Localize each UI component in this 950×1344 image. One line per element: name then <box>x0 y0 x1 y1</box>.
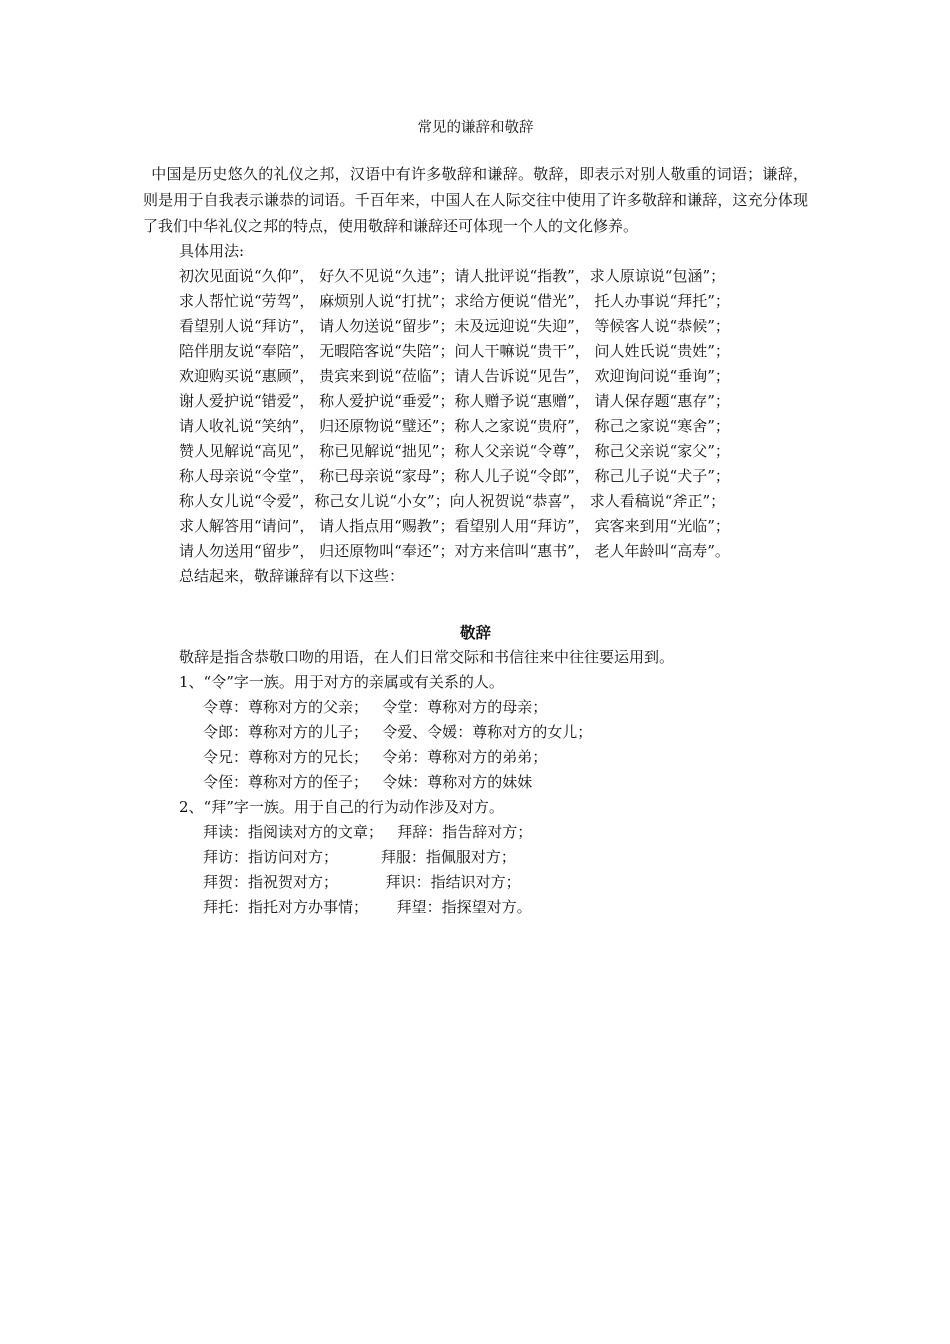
intro-paragraph <box>143 161 808 239</box>
usage-item: 陪伴朋友说“奉陪”， 无暇陪客说“失陪”；问人干嘛说“贵干”， 问人姓氏说“贵姓”； <box>179 342 730 360</box>
usage-item: 请人收礼说“笑纳”， 归还原物说“璧还”；称人之家说“贵府”， 称己之家说“寒舍”； <box>179 417 730 435</box>
group-line: 令兄：尊称对方的兄长； 令弟：尊称对方的弟弟； <box>203 748 548 766</box>
usage-item: 看望别人说“拜访”， 请人勿送说“留步”；未及远迎说“失迎”， 等候客人说“恭候”； <box>179 317 730 335</box>
page-title: 常见的谦辞和敬辞 <box>417 120 534 136</box>
group-line: 拜读：指阅读对方的文章； 拜辞：指告辞对方； <box>203 823 533 841</box>
usage-item: 求人解答用“请问”， 请人指点用“赐教”；看望别人用“拜访”， 宾客来到用“光临”； <box>179 517 730 535</box>
group-line: 拜贺：指祝贺对方； 拜识：指结识对方； <box>203 873 521 891</box>
usage-item: 赞人见解说“高见”， 称已见解说“拙见”；称人父亲说“令尊”， 称己父亲说“家父”； <box>179 442 730 460</box>
group-line: 拜托：指托对方办事情； 拜望：指探望对方。 <box>203 898 532 916</box>
usage-item: 求人帮忙说“劳驾”， 麻烦别人说“打扰”；求给方便说“借光”， 托人办事说“拜托”； <box>179 292 730 310</box>
section-heading: 敬辞 <box>459 624 491 642</box>
section-description: 敬辞是指含恭敬口吻的用语，在人们日常交际和书信往来中往往要运用到。 <box>179 648 675 666</box>
usage-heading: 具体用法: <box>179 242 245 260</box>
usage-item: 请人勿送用“留步”， 归还原物叫“奉还”；对方来信叫“惠书”， 老人年龄叫“高寿”。 <box>179 542 730 560</box>
group-heading: 2、“拜”字一族。用于自己的行为动作涉及对方。 <box>179 798 504 816</box>
group-line: 令尊：尊称对方的父亲； 令堂：尊称对方的母亲； <box>203 698 548 716</box>
usage-item: 称人女儿说“令爱”，称己女儿说“小女”；向人祝贺说“恭喜”， 求人看稿说“斧正”； <box>179 492 726 510</box>
usage-item: 谢人爱护说“错爱”， 称人爱护说“垂爱”；称人赠予说“惠赠”， 请人保存题“惠存”； <box>179 392 730 410</box>
usage-item: 称人母亲说“令堂”， 称已母亲说“家母”；称人儿子说“令郎”， 称己儿子说“犬子”； <box>179 467 730 485</box>
usage-item: 初次见面说“久仰”， 好久不见说“久违”；请人批评说“指教”，求人原谅说“包涵”； <box>179 267 726 285</box>
group-heading: 1、“令”字一族。用于对方的亲属或有关系的人。 <box>179 673 504 691</box>
document-page <box>143 118 808 920</box>
group-line: 令侄：尊称对方的侄子； 令妹：尊称对方的妹妹 <box>203 773 533 791</box>
group-line: 拜访：指访问对方； 拜服：指佩服对方； <box>203 848 516 866</box>
group-line: 令郎：尊称对方的儿子； 令爱、令媛：尊称对方的女儿； <box>203 723 593 741</box>
summary-line: 总结起来，敬辞谦辞有以下这些： <box>179 567 405 585</box>
usage-item: 欢迎购买说“惠顾”， 贵宾来到说“莅临”；请人告诉说“见告”， 欢迎询问说“垂询”； <box>179 367 730 385</box>
honorifics-section <box>143 645 808 920</box>
intro-text: 中国是历史悠久的礼仪之邦，汉语中有许多敬辞和谦辞。敬辞，即表示对别人敬重的词语；谦辞，则是用于自我表示谦恭的词语。千百年来，中国人在人际交往中使用了许多敬辞和谦辞，这充分体现了我们中华礼仪之邦的特点，使用敬辞和谦辞还可体现一个人的文化修养。 <box>143 165 808 235</box>
usage-list <box>143 264 808 564</box>
